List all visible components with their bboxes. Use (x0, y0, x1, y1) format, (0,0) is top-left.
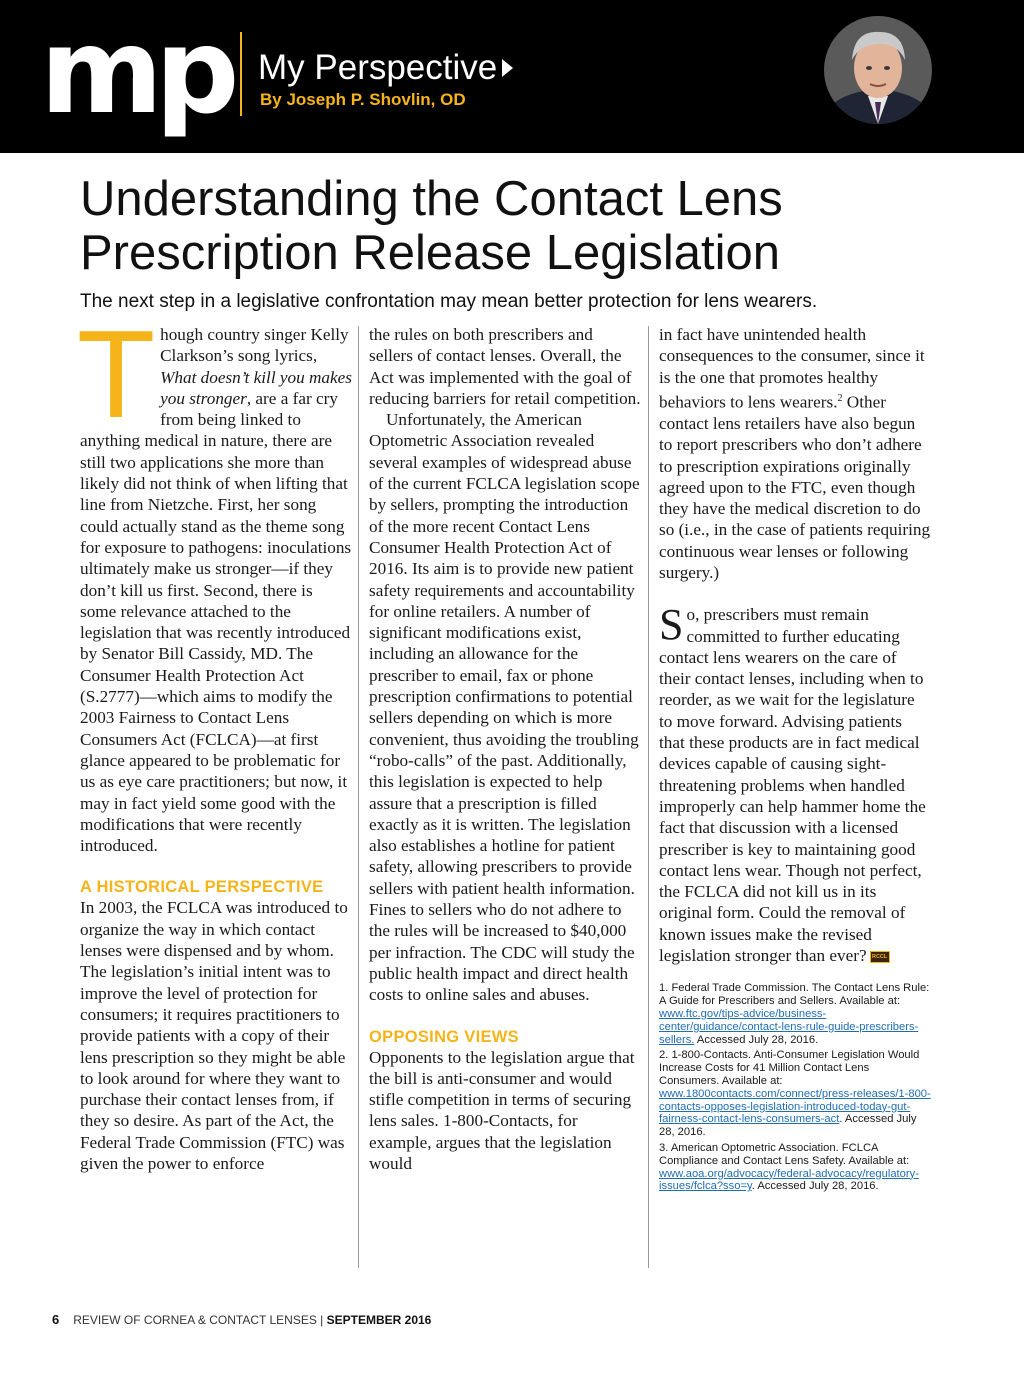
opposing-paragraph: Opponents to the legislation argue that the bill is anti-consumer and would stifle competition in terms of securing lens sales. 1-800-Contacts, for example, argues that the legislation would (369, 1047, 635, 1173)
header-banner (0, 0, 1024, 153)
body-text: in fact have unintended health consequences to the consumer, since it is the one that promotes healthy behaviors to lens wearers. (659, 325, 925, 412)
rccl-end-mark-icon: RCCL (870, 951, 890, 963)
header-divider (240, 32, 242, 116)
reference-accessed: . Accessed July 28, 2016. (751, 1180, 879, 1193)
play-arrow-icon (502, 59, 513, 77)
subhead-historical: A HISTORICAL PERSPECTIVE (80, 878, 324, 897)
body-paragraph (659, 324, 931, 583)
body-paragraph: the rules on both prescribers and sellers of contact lenses. Overall, the Act was implemented with the goal of reducing barriers for retail competition. (369, 325, 641, 408)
page-number: 6 (52, 1312, 60, 1327)
intro-text-cont: , are a far cry from being linked to anything medical in nature, there are still two applications she more than likely did not think of when lifting that line from Nietzche. First, her song could actually stand as the theme song for exposure to pathogens: inoculations ultimately make us stronger—if they don’t kill us first. Second, there is some relevance attached to the legislation that was recently introduced by Senator Bill Cassidy, MD. The Consumer Health Protection Act (S.2777)—which aims to modify the 2003 Fairness to Contact Lens Consumers Act (FCLCA)—at first glance appeared to be problematic for us as eye care practitioners; but now, it may in fact yield some good with the modifications that were recently introduced. (80, 388, 352, 856)
subhead-opposing: OPPOSING VIEWS (369, 1027, 519, 1046)
closing-text: o, prescribers must remain committed to further educating contact lens wearers on the care of their contact lenses, including when to reorder, as we wait for the legislature to move forward. Advising patients that these products are in fact medical devices capable of causing sight-threatening problems when handled improperly can help hammer home the fact that discussion with a licensed prescriber is key to maintaining good contact lens wear. Though not perfect, the FCLCA did not kill us in its original form. Could the removal of known issues make the revised legislation stronger than ever? (659, 605, 926, 966)
closing-paragraph (659, 600, 931, 966)
article-title: Understanding the Contact Lens Prescription Release Legislation (80, 172, 783, 280)
article-deck: The next step in a legislative confrontation may mean better protection for lens wearers. (80, 291, 818, 312)
reference-accessed: . Accessed July 28, 2016. (659, 1113, 917, 1139)
reference-text: 1. Federal Trade Commission. The Contact Lens Rule: A Guide for Prescribers and Sellers. Available at: (659, 982, 930, 1008)
byline: By Joseph P. Shovlin, OD (260, 90, 466, 109)
drop-cap: S (659, 600, 684, 650)
author-portrait (824, 16, 932, 124)
reference-text: 3. American Optometric Association. FCLCA Compliance and Contact Lens Safety. Available at: (659, 1141, 910, 1167)
footnote-marker: 2 (837, 392, 843, 404)
footer-separator: | (316, 1313, 327, 1327)
references (659, 982, 931, 1193)
historical-paragraph: In 2003, the FCLCA was introduced to organize the way in which contact lenses were dispensed and by whom. The legislation’s initial intent was to improve the level of protection for consumers; it requires practitioners to provide patients with a copy of their lens prescription so they might be able to look around for where they want to purchase their contact lenses from, if they so desire. As part of the Act, the Federal Trade Commission (FTC) was given the power to enforce (80, 898, 348, 1173)
drop-cap: T (80, 307, 153, 445)
body-paragraph: Unfortunately, the American Optometric Association revealed several examples of widespread abuse of the current FCLCA legislation scope by sellers, prompting the introduction of the more recent Contact Lens Consumer Health Protection Act of 2016. Its aim is to provide new patient safety requirements and accountability for online retailers. A number of significant modifications exist, including an allowance for the prescriber to email, fax or phone prescription confirmations to potential sellers depending on which is more convenient, thus avoiding the troubling “robo-calls” of the past. Additionally, this legislation is expected to help assure that a prescription is filled exactly as it is written. The legislation also establishes a hotline for patient safety, allowing prescribers to provide sellers with patient health information. Fines to sellers who do not adhere to the rules will be increased to $40,000 per infraction. The CDC will study the public health impact and direct health costs to online sales and abuses. (369, 410, 640, 1005)
publication-name: REVIEW OF CORNEA & CONTACT LENSES (73, 1313, 317, 1327)
column-divider (358, 326, 359, 1268)
intro-text: hough country singer Kelly Clarkson’s song lyrics, (160, 325, 349, 366)
column-1 (80, 307, 352, 1174)
column-divider (648, 326, 649, 1268)
reference-item (659, 982, 931, 1046)
reference-link[interactable]: www.aoa.org/advocacy/federal-advocacy/regulatory-issues/fclca?sso=y (659, 1167, 919, 1193)
reference-accessed: Accessed July 28, 2016. (694, 1033, 819, 1046)
reference-link[interactable]: www.ftc.gov/tips-advice/business-center/guidance/contact-lens-rule-guide-prescribers-sellers. (659, 1007, 919, 1046)
reference-text: 2. 1-800-Contacts. Anti-Consumer Legislation Would Increase Costs for 41 Million Contact Lens Consumers. Available at: (659, 1049, 920, 1087)
series-title (258, 48, 513, 88)
column-3 (659, 324, 931, 1196)
column-2 (369, 324, 641, 1174)
intro-paragraph (80, 307, 352, 856)
body-text-cont: Other contact lens retailers have also begun to report prescribers who don’t adhere to prescription expirations originally agreed upon to the FTC, even though they have the medical discretion to do so (i.e., in the case of patients requiring continuous wear lenses or following surgery.) (659, 392, 931, 582)
series-title-text: My Perspective (258, 48, 498, 87)
mp-logo: mp (40, 2, 232, 140)
song-lyric: What doesn’t kill you makes you stronger (160, 367, 352, 408)
reference-item (659, 1142, 931, 1193)
reference-link[interactable]: www.1800contacts.com/connect/press-releases/1-800-contacts-opposes-legislation-introduced-today-gut-fairness-contact-lens-consumers-act (659, 1087, 931, 1126)
page-footer (52, 1312, 431, 1327)
issue-date: SEPTEMBER 2016 (326, 1313, 432, 1327)
reference-item (659, 1049, 931, 1139)
